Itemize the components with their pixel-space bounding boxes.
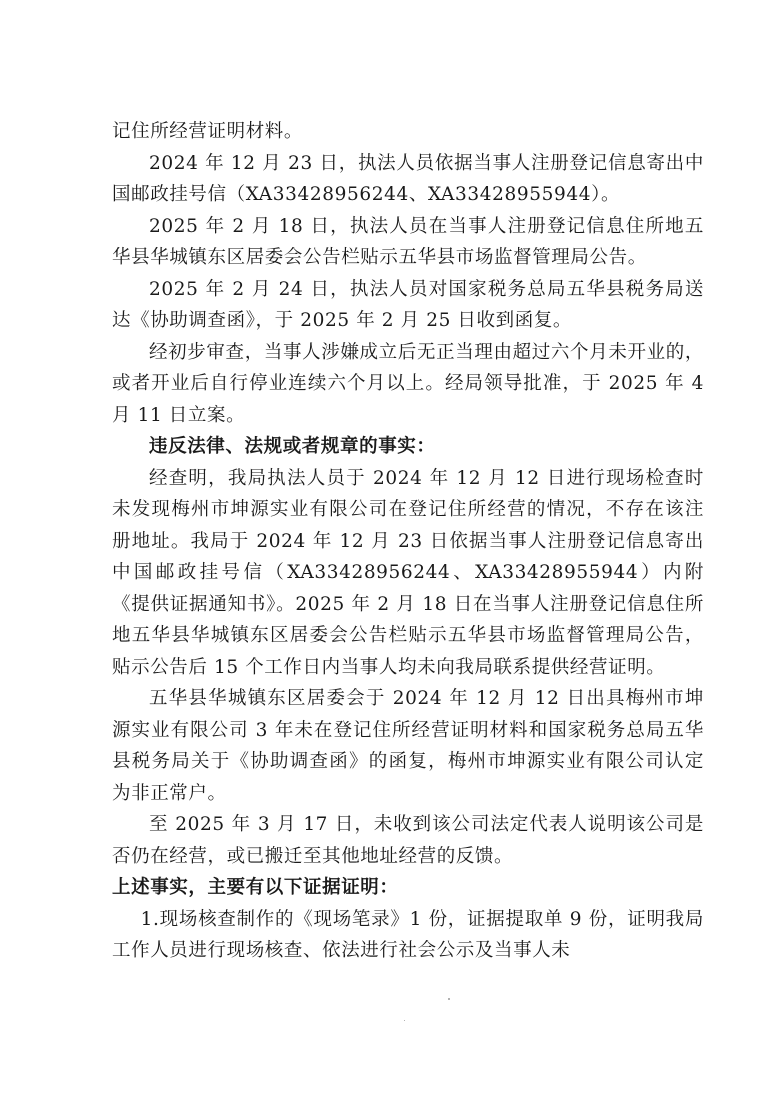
evidence-item-1: 1.现场核查制作的《现场笔录》1 份，证据提取单 9 份，证明我局工作人员进行现场核查、依法进行社会公示及当事人未 [112, 908, 704, 961]
paragraph-tax-bureau-assist: 2025 年 2 月 24 日，执法人员对国家税务总局五华县税务局送达《协助调查函》，于 2025 年 2 月 25 日收到函复。 [112, 278, 704, 331]
section-heading-violation-facts: 违反法律、法规或者规章的事实： [149, 436, 436, 457]
paragraph-bulletin-notice: 2025 年 2 月 18 日，执法人员在当事人注册登记信息住所地五华县华城镇东区居委会公告栏贴示五华县市场监督管理局公告。 [112, 215, 704, 268]
paragraph-continuation: 记住所经营证明材料。 [112, 121, 304, 142]
paragraph-investigation-findings: 经查明，我局执法人员于 2024 年 12 月 12 日进行现场检查时未发现梅州市坤源实业有限公司在登记住所经营的情况，不存在该注册地址。我局于 2024 年 12 月 23 日依据当事人注册登记信息寄出中国邮政挂号信（XA33428956244、XA33428955944）内附《提供证据通知书》。2025 年 2 月 18 日在当事人注册登记信息住所地五华县华城镇东区居委会公告栏贴示五华县市场监督管理局公告，贴示公告后 15 个工作日内当事人均未向我局联系提供经营证明。 [112, 467, 704, 678]
paragraph-case-filing: 经初步审查，当事人涉嫌成立后无正当理由超过六个月未开业的，或者开业后自行停业连续六个月以上。经局领导批准，于 2025 年 4 月 11 日立案。 [112, 341, 704, 426]
paragraph-registered-mail: 2024 年 12 月 23 日，执法人员依据当事人注册登记信息寄出中国邮政挂号信（XA33428956244、XA33428955944）。 [112, 152, 704, 205]
section-heading-evidence: 上述事实，主要有以下证据证明： [112, 877, 399, 898]
scan-speck [448, 998, 450, 1000]
paragraph-no-feedback: 至 2025 年 3 月 17 日，未收到该公司法定代表人说明该公司是否仍在经营，或已搬迁至其他地址经营的反馈。 [112, 814, 704, 867]
paragraph-committee-certificate: 五华县华城镇东区居委会于 2024 年 12 月 12 日出具梅州市坤源实业有限公司 3 年未在登记住所经营证明材料和国家税务总局五华县税务局关于《协助调查函》的函复，梅州市坤源实业有限公司认定为非正常户。 [112, 688, 704, 804]
document-body [112, 116, 704, 967]
scan-speck [404, 1020, 405, 1021]
